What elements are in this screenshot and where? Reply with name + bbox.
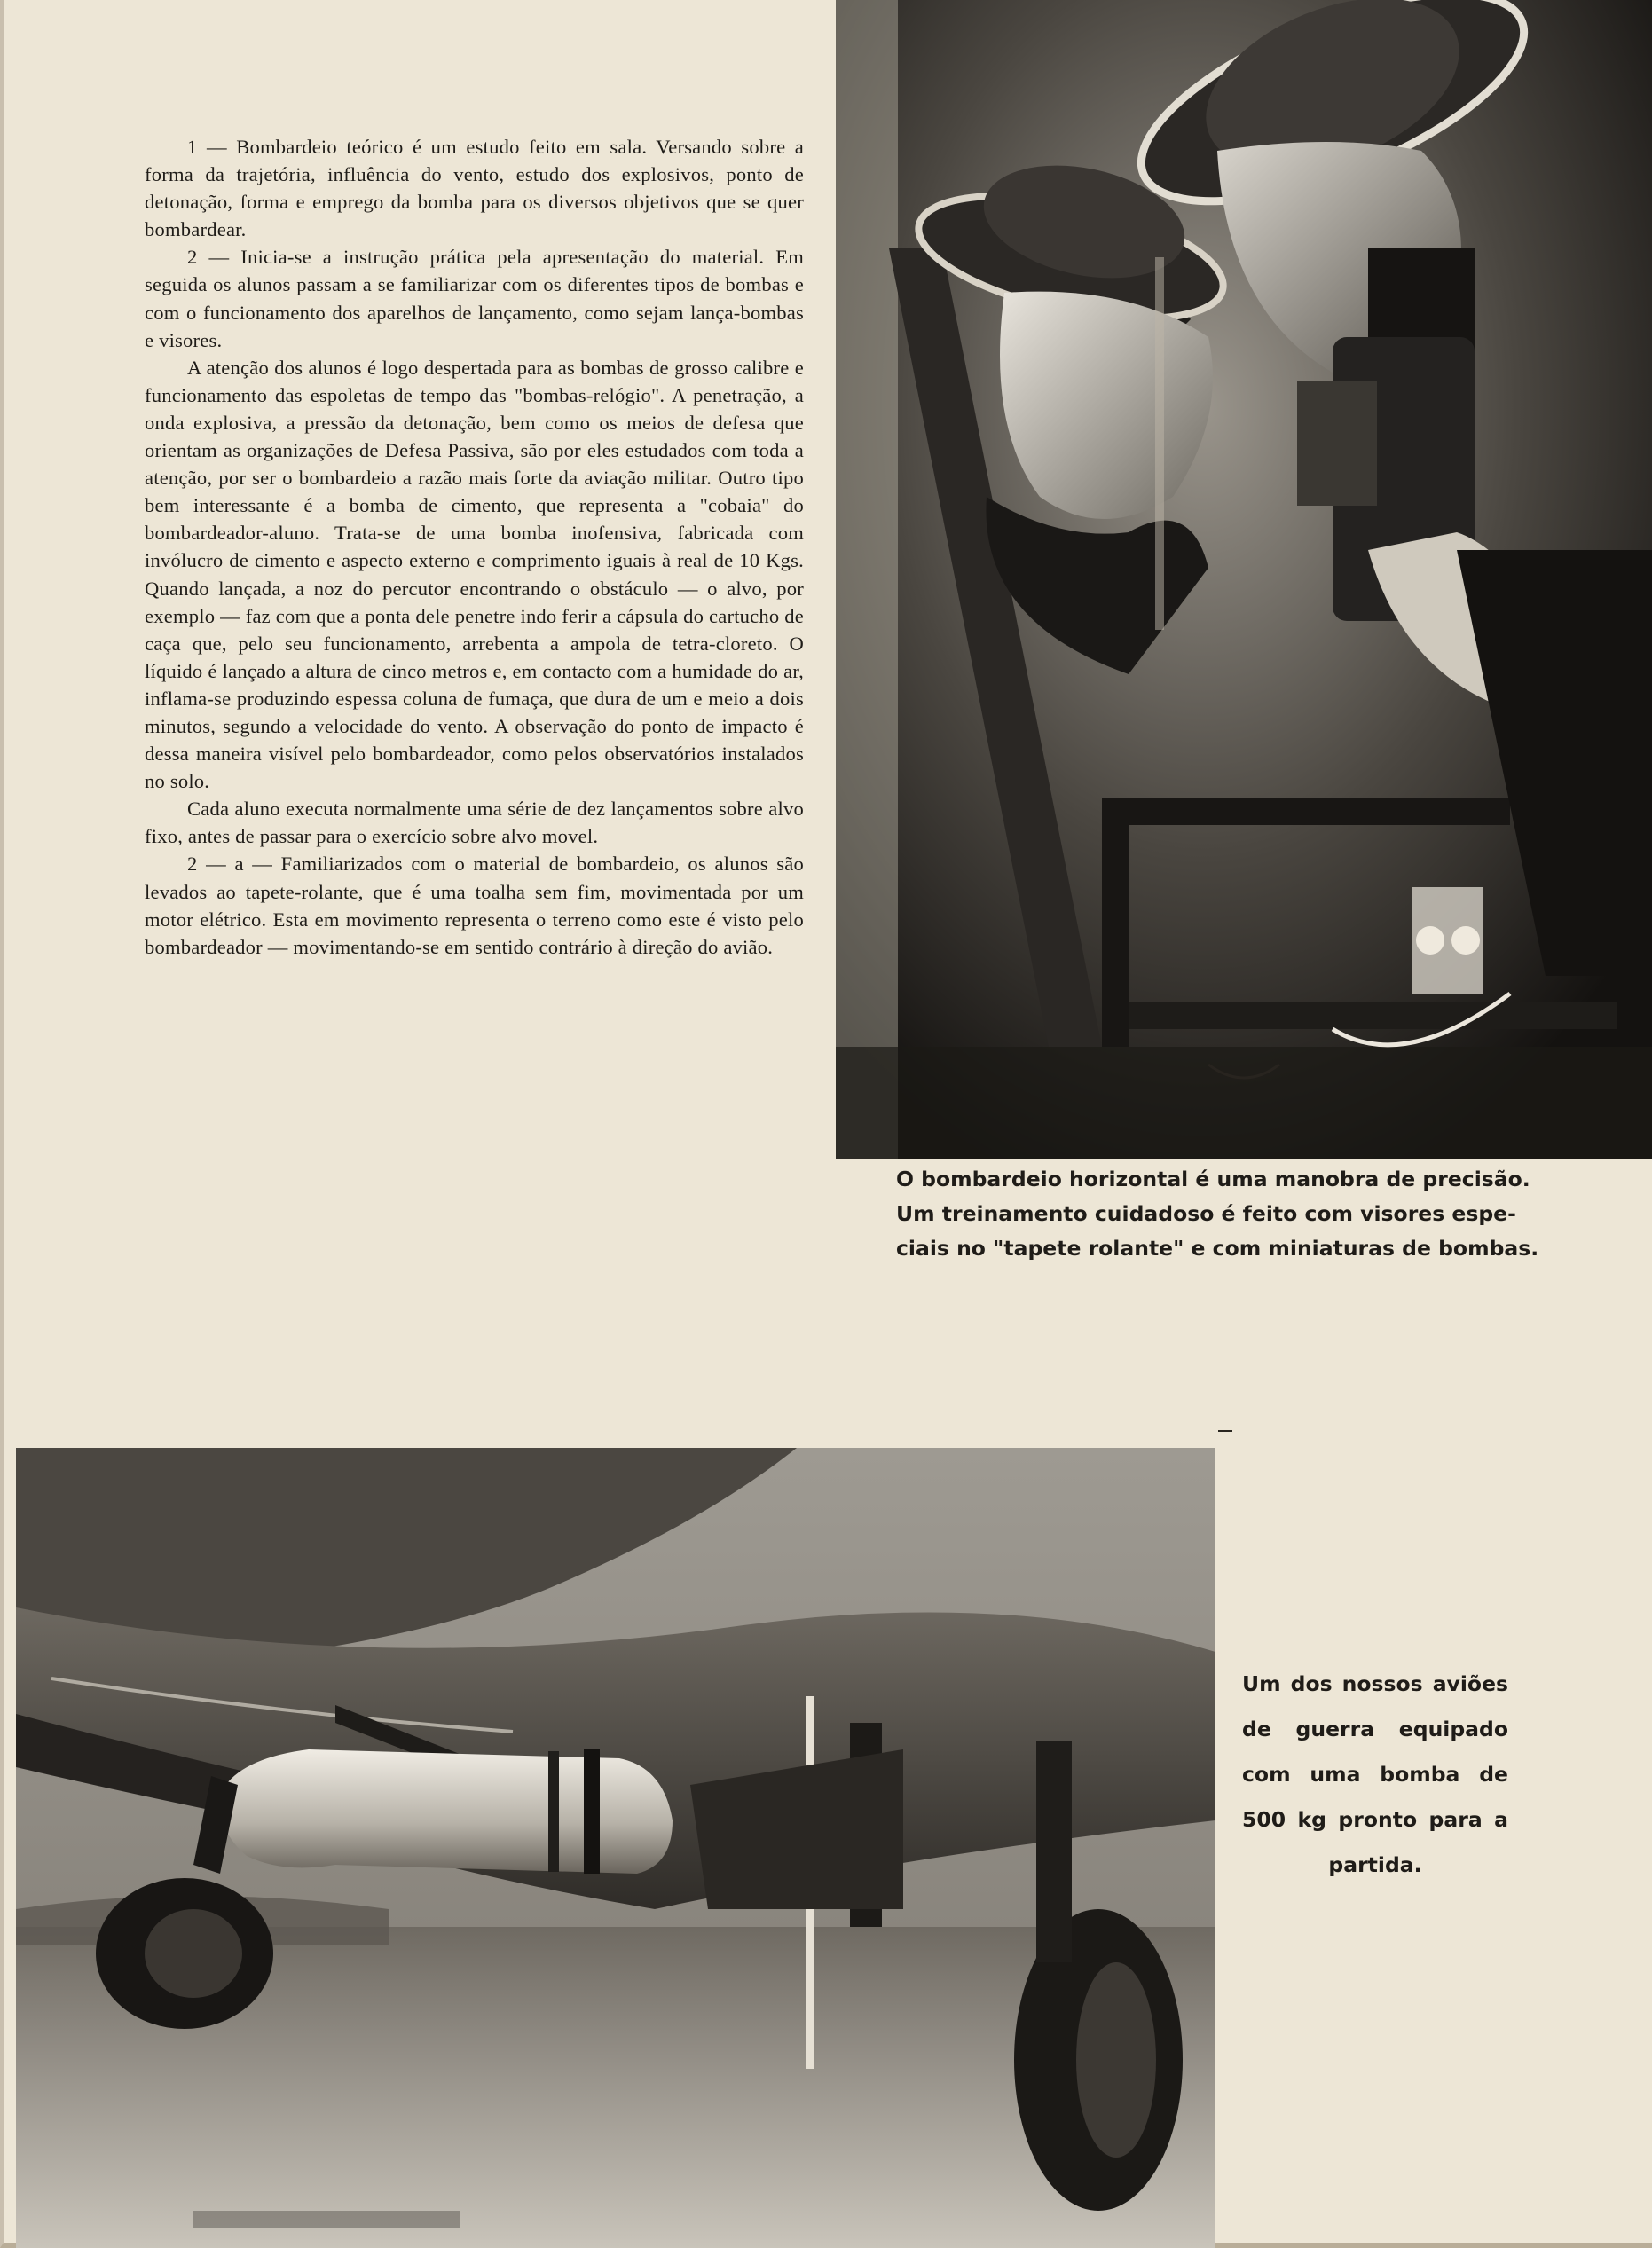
paragraph-practice: 2 — Inicia-se a instrução prática pela apresentação do material. Em seguida os alunos passam a se familiarizar com os diferentes tipos de bombas e com o funcionamento dos aparelhos de lançamento, como sejam lança-bombas e visores. [145, 246, 804, 351]
paragraph-bombs: A atenção dos alunos é logo despertada para as bombas de grosso calibre e funcionamento das espoletas de tempo das "bombas-relógio". A penetração, a onda explosiva, a pressão da detonação, bem como os meios de defesa que orientam as organizações de Defesa Passiva, são por eles estudados com toda a atenção, por ser o bombardeio a razão mais forte da aviação militar. Outro tipo bem interessante é a bomba de cimento, que representa a "cobaia" do bombardeador-aluno. Trata-se de uma bomba inofensiva, fabricada com invólucro de cimento e aspecto externo e comprimento iguais à real de 10 Kgs. Quando lançada, a noz do percutor encontrando o obstáculo — o alvo, por exemplo — faz com que a ponta dele penetre indo ferir a cápsula do cartucho de caça que, pelo seu funcionamento, arrebenta a ampola de tetra-cloreto. O líquido é lançado a altura de cinco metros e, em contacto com a humidade do ar, inflama-se produzindo espessa coluna de fumaça, que dura de um e meio a dois minutos, segundo a velocidade do vento. A observação do ponto de impacto é dessa maneira visível pelo bombardeador, como pelos observatórios instalados no solo. [145, 356, 804, 793]
paragraph-theory: 1 — Bombardeio teórico é um estudo feito em sala. Versando sobre a forma da trajetória, influência do vento, estudo dos explosivos, ponto de detonação, forma e emprego da bomba para os diversos objetivos que se quer bombardear. [145, 136, 804, 241]
caption-line: Um dos nossos aviões [1242, 1671, 1508, 1696]
article-body [145, 133, 804, 961]
caption-line: Um treinamento cuidadoso é feito com visores espe- [896, 1201, 1516, 1226]
paragraph-exercises: Cada aluno executa normalmente uma série de dez lançamentos sobre alvo fixo, antes de passar para o exercício sobre alvo movel. [145, 798, 804, 848]
photo-aircraft-bomb [16, 1448, 1215, 2248]
caption-line: com uma bomba de [1242, 1762, 1508, 1787]
caption-line: 500 kg pronto para a [1242, 1807, 1508, 1832]
printer-tick-mark [1218, 1430, 1232, 1432]
caption-line: de guerra equipado [1242, 1717, 1508, 1741]
caption-line: O bombardeio horizontal é uma manobra de precisão. [896, 1167, 1530, 1191]
photo-bombsight-training [836, 0, 1652, 1159]
caption-aircraft [1242, 1662, 1508, 1888]
caption-line: ciais no "tapete rolante" e com miniaturas de bombas. [896, 1236, 1539, 1261]
paragraph-rolling-carpet: 2 — a — Familiarizados com o material de bombardeio, os alunos são levados ao tapete-rolante, que é uma toalha sem fim, movimentada por um motor elétrico. Esta em movimento representa o terreno como este é visto pelo bombardeador — movimentando-se em sentido contrário à direção do avião. [145, 853, 804, 958]
caption-bombsight [896, 1162, 1557, 1266]
caption-line: partida. [1328, 1852, 1422, 1877]
